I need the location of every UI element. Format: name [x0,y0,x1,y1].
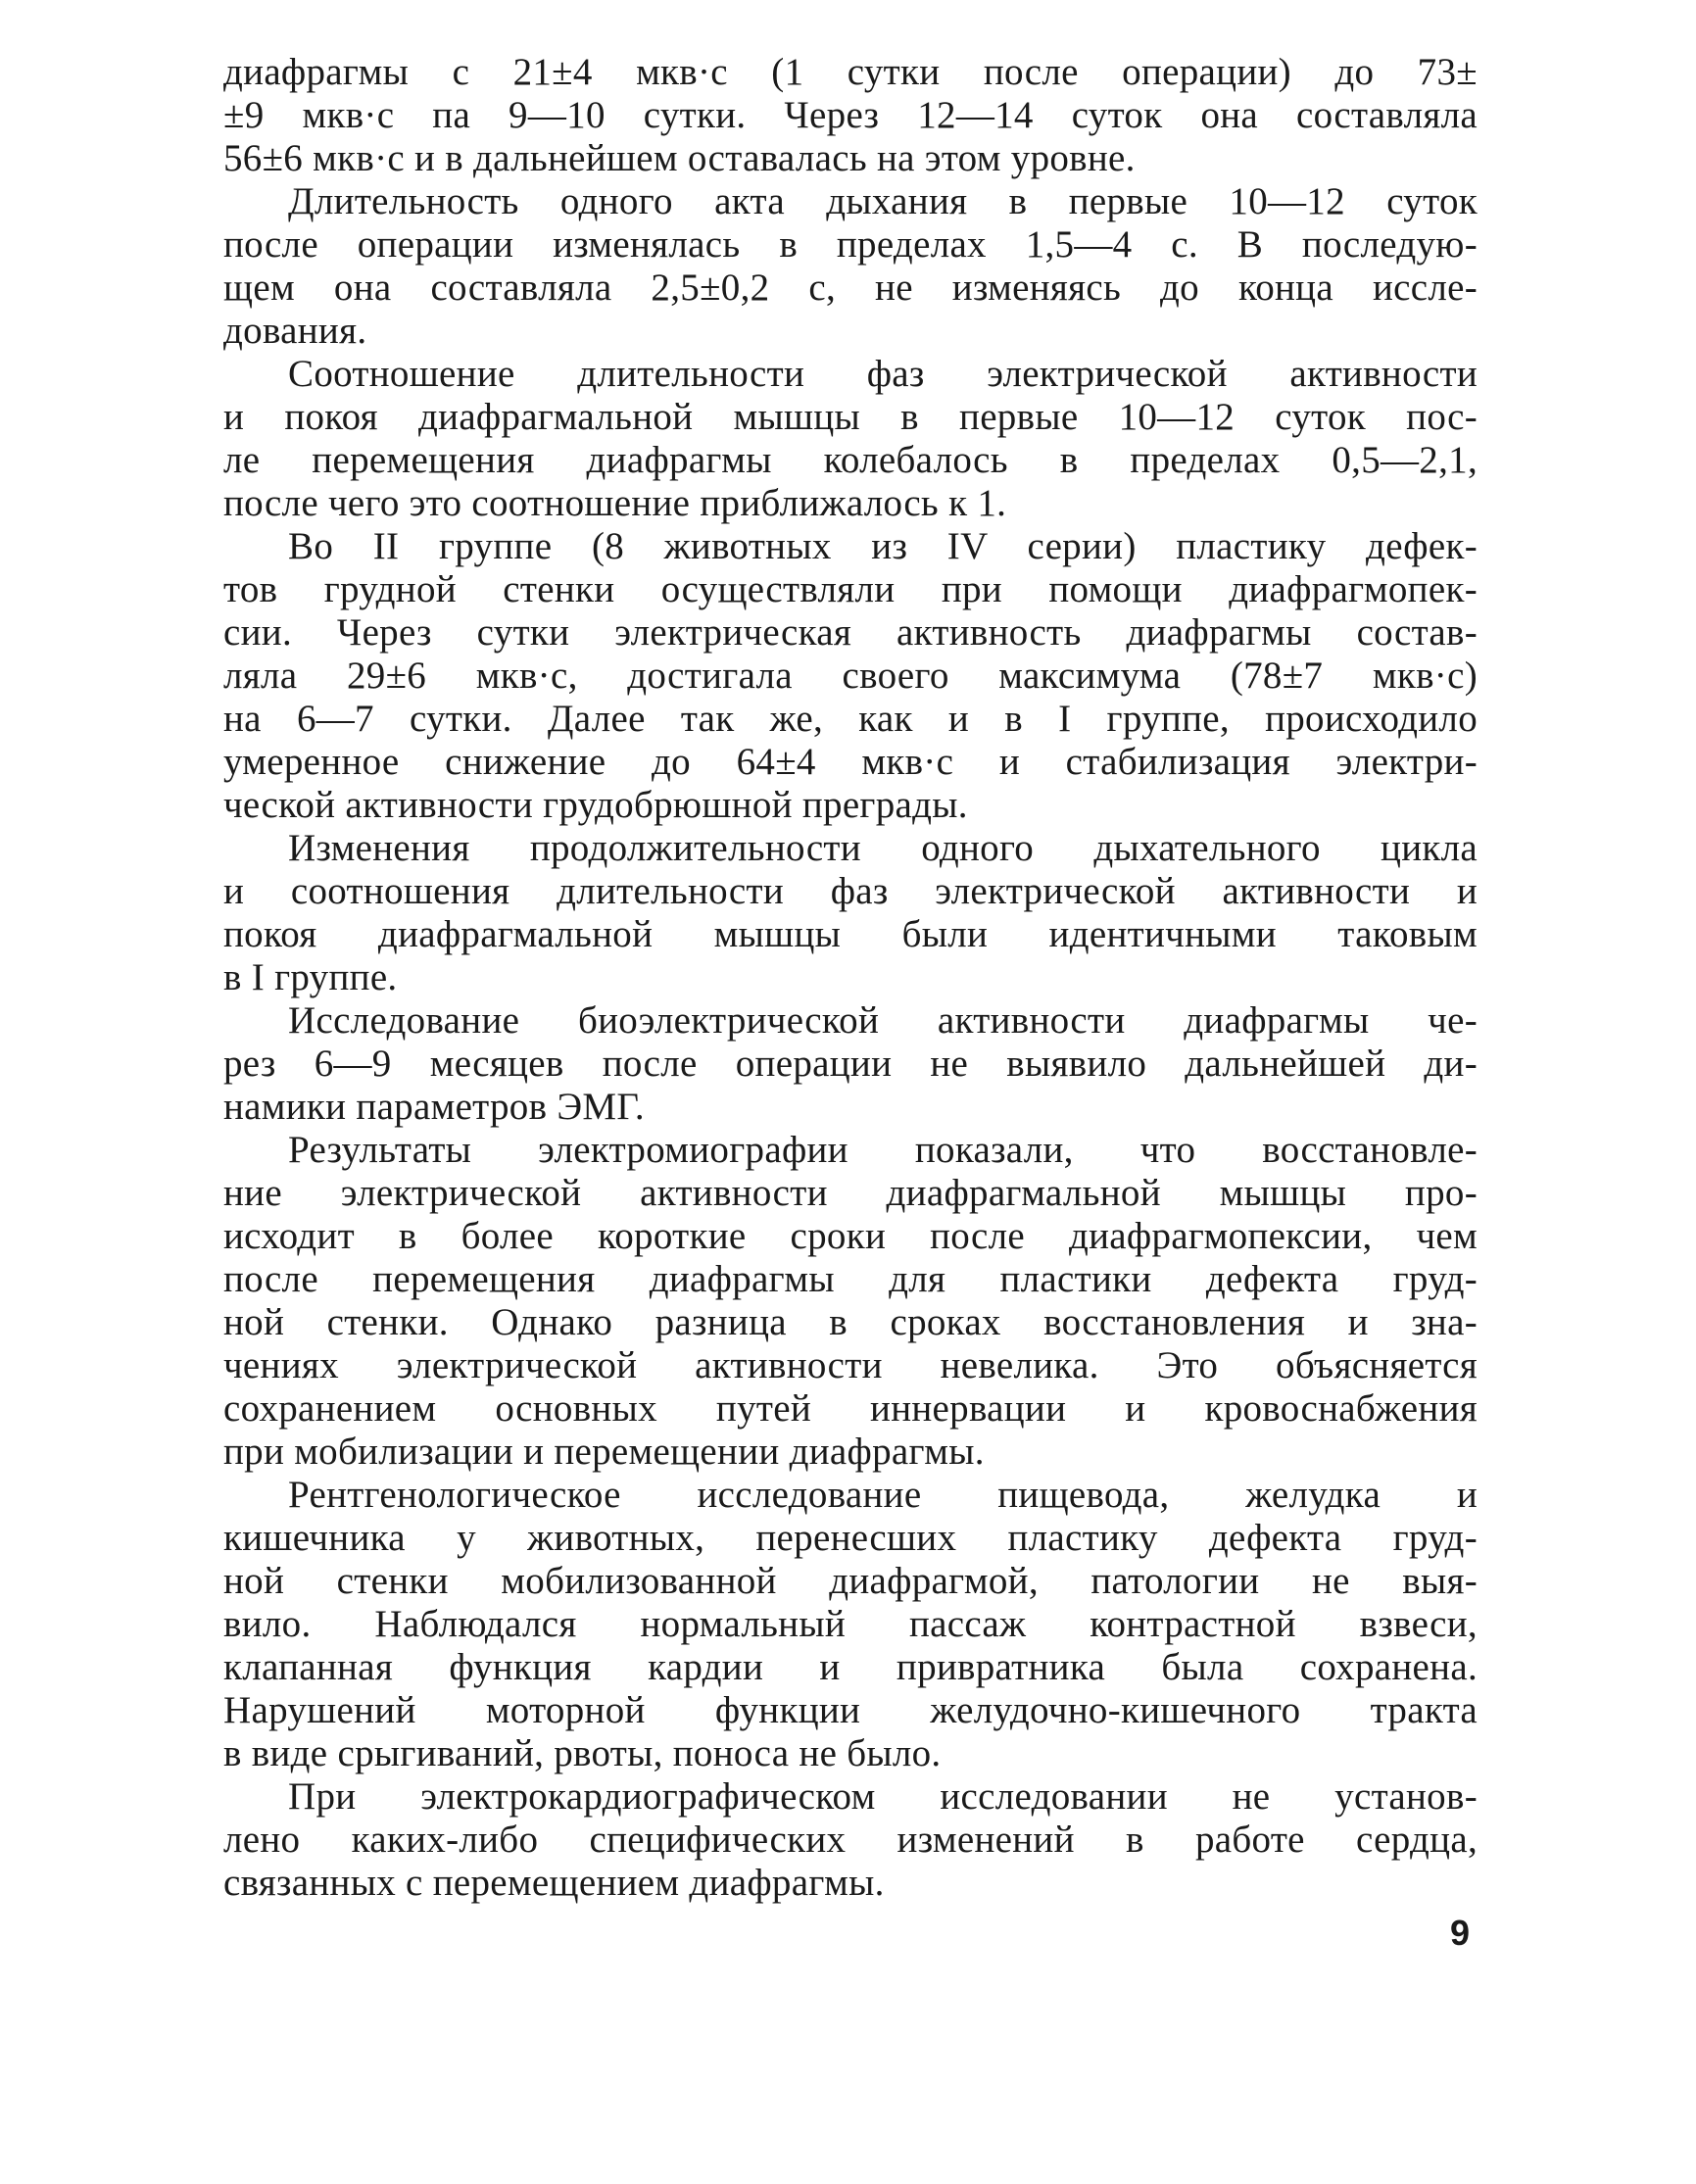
paragraph [223,525,1478,827]
text-line: чениях электрической активности невелика. Это объясняется [223,1344,1478,1386]
paragraph [223,180,1478,353]
text-line: ляла 29±6 мкв·с, достигала своего максимума (78±7 мкв·с) [223,655,1478,697]
text-line: после операции изменялась в пределах 1,5—4 с. В последую- [223,223,1478,266]
text-line: при мобилизации и перемещении диафрагмы. [223,1431,985,1473]
text-line: на 6—7 сутки. Далее так же, как и в I группе, происходило [223,698,1478,740]
text-line: клапанная функция кардии и привратника была сохранена. [223,1646,1478,1688]
text-line: ±9 мкв·с па 9—10 сутки. Через 12—14 суток она составляла [223,94,1478,136]
text-line: 56±6 мкв·с и в дальнейшем оставалась на этом уровне. [223,137,1136,179]
text-line: сии. Через сутки электрическая активность диафрагмы состав- [223,611,1478,654]
text-line: после перемещения диафрагмы для пластики дефекта груд- [223,1258,1478,1300]
paragraph [223,1775,1478,1905]
text-line: и соотношения длительности фаз электрической активности и [223,870,1478,912]
text-line: ной стенки. Однако разница в сроках восстановления и зна- [223,1301,1478,1343]
text-line: в виде срыгиваний, рвоты, поноса не было. [223,1732,942,1774]
text-line: ние электрической активности диафрагмальной мышцы про- [223,1172,1478,1214]
paragraph [223,1129,1478,1474]
paragraph [223,51,1478,180]
text-line: вило. Наблюдался нормальный пассаж контрастной взвеси, [223,1603,1478,1645]
text-line: При электрокардиографическом исследовании не установ- [288,1775,1478,1818]
paragraph [223,999,1478,1129]
text-line: в I группе. [223,956,398,998]
text-line: Во II группе (8 животных из IV серии) пластику дефек- [288,525,1478,567]
text-line: дования. [223,310,367,352]
text-line: диафрагмы с 21±4 мкв·с (1 сутки после операции) до 73± [223,51,1478,93]
text-line: Соотношение длительности фаз электрической активности [288,353,1478,395]
text-line: ле перемещения диафрагмы колебалось в пределах 0,5—2,1, [223,439,1478,481]
paragraph [223,827,1478,999]
text-line: связанных с перемещением диафрагмы. [223,1862,885,1904]
text-line: кишечника у животных, перенесших пластику дефекта груд- [223,1517,1478,1559]
text-line: тов грудной стенки осуществляли при помощи диафрагмопек- [223,568,1478,610]
text-line: Изменения продолжительности одного дыхательного цикла [288,827,1478,869]
text-line: рез 6—9 месяцев после операции не выявило дальнейшей ди- [223,1043,1478,1085]
text-line: после чего это соотношение приближалось к 1. [223,482,1007,524]
text-line: исходит в более короткие сроки после диафрагмопексии, чем [223,1215,1478,1257]
text-line: и покоя диафрагмальной мышцы в первые 10—12 суток пос- [223,396,1478,438]
text-line: Нарушений моторной функции желудочно-кишечного тракта [223,1689,1478,1731]
page-body [223,51,1478,1905]
text-line: Результаты электромиографии показали, что восстановле- [288,1129,1478,1171]
text-line: лено каких-либо специфических изменений в работе сердца, [223,1819,1478,1861]
text-line: сохранением основных путей иннервации и кровоснабжения [223,1387,1478,1430]
text-line: умеренное снижение до 64±4 мкв·с и стабилизация электри- [223,741,1478,783]
text-line: ной стенки мобилизованной диафрагмой, патологии не выя- [223,1560,1478,1602]
paragraph [223,1474,1478,1775]
text-line: покоя диафрагмальной мышцы были идентичными таковым [223,913,1478,955]
text-line: щем она составляла 2,5±0,2 с, не изменяясь до конца иссле- [223,267,1478,309]
text-line: намики параметров ЭМГ. [223,1086,645,1128]
text-line: Рентгенологическое исследование пищевода, желудка и [288,1474,1478,1516]
text-line: Длительность одного акта дыхания в первые 10—12 суток [288,180,1478,222]
text-line: ческой активности грудобрюшной преграды. [223,784,968,826]
page-number: 9 [1450,1913,1471,1953]
text-line: Исследование биоэлектрической активности диафрагмы че- [288,999,1478,1042]
paragraph [223,353,1478,525]
